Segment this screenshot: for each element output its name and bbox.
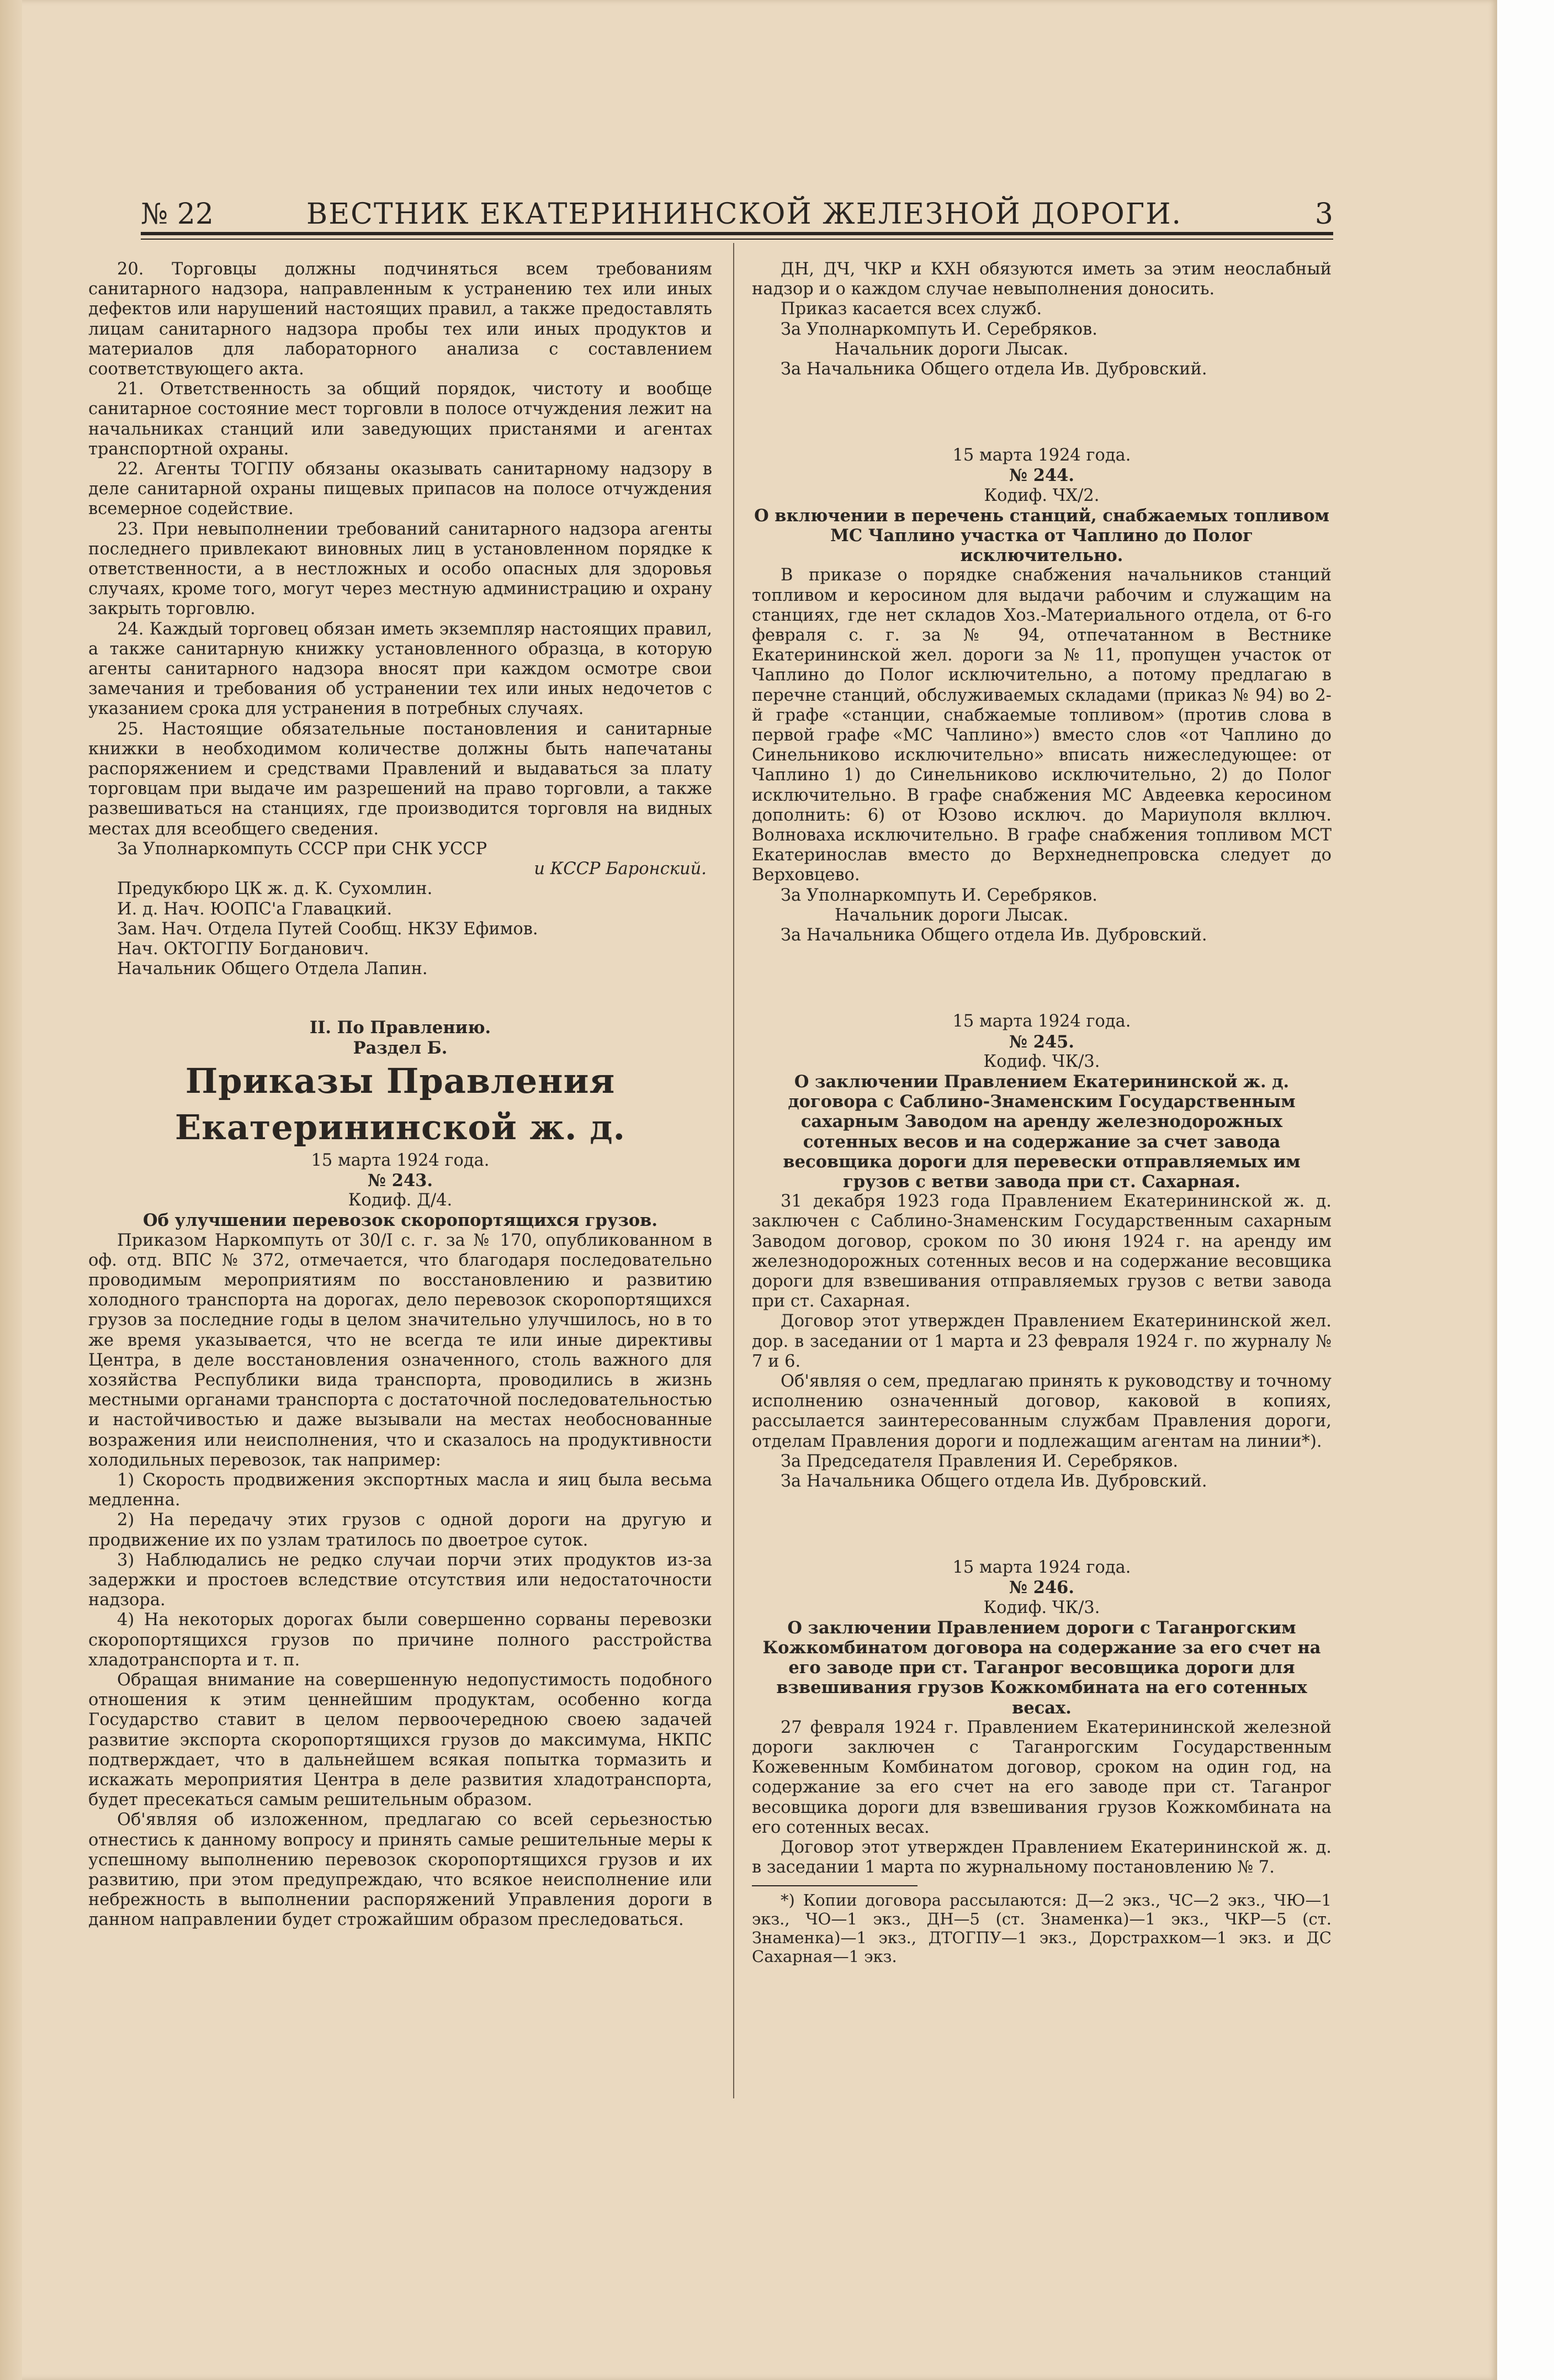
- order-date: 15 марта 1924 года.: [952, 446, 1131, 466]
- signature-line: Нач. ОКТОГПУ Богданович.: [117, 939, 369, 959]
- signature-line: За Председателя Правления И. Серебряков.: [781, 1451, 1179, 1471]
- paragraph: 23. При невыполнении требований санитарного надзора агенты последнего привлекают виновных лиц в установленном порядке к ответственности, а в нестложных и особо опасных для здоровья случаях, кроме того, могут через местную администрацию и охрану закрыть торговлю.: [88, 519, 712, 619]
- signature-line: За Уполнаркомпуть И. Серебряков.: [781, 885, 1097, 905]
- order-code: Кодиф. ЧК/3.: [983, 1598, 1100, 1617]
- order-number: № 243.: [367, 1170, 433, 1191]
- signature-line: За Уполнаркомпуть СССР при СНК УССР: [117, 839, 487, 859]
- signature-line: За Начальника Общего отдела Ив. Дубровский.: [781, 925, 1207, 945]
- order-code: Кодиф. Д/4.: [348, 1191, 453, 1210]
- footnote-rule: [752, 1885, 917, 1886]
- signature-line: и КССР Баронский.: [534, 859, 707, 879]
- paragraph: Договор этот утвержден Правлением Екатерининской ж. д. в заседании 1 марта по журнальному постановлению № 7.: [752, 1838, 1332, 1877]
- header-rule-thin: [141, 239, 1333, 240]
- newspaper-title: ВЕСТНИК ЕКАТЕРИНИНСКОЙ ЖЕЛЕЗНОЙ ДОРОГИ.: [306, 198, 1182, 231]
- spacer: [752, 945, 1332, 1012]
- order-heading: О заключении Правлением дороги с Таганрогским Кожкомбинатом договора на содержание за его счет на его заводе при ст. Таганрог весовщика дороги для взвешивания грузов Кожкомбината на его сотенных весах.: [762, 1617, 1321, 1718]
- paragraph: Приказом Наркомпуть от 30/I с. г. за № 170, опубликованном в оф. отд. ВПС № 372, отмечается, что благодаря последовательно проводимым мероприятиям по восстановлению и развитию холодного транспорта на дорогах, дело перевозок скоропортящихся грузов за последние годы в целом значительно улучшилось, но в то же время указывается, что не всегда те или иные директивы Центра, в деле восстановления означенного, столь важного для хозяйства Республики вида транспорта, проводились в жизнь местными органами транспорта с достаточной последовательностью и настойчивостью и даже вызывали на местах необоснованные возражения или неисполнения, что и сказалось на продуктивности холодильных перевозок, так например:: [88, 1230, 712, 1470]
- spacer: [88, 979, 712, 1018]
- order-date: 15 марта 1924 года.: [311, 1150, 490, 1170]
- paragraph: Об'являя о сем, предлагаю принять к руководству и точному исполнению означенный договор, каковой в копиях, рассылается заинтересованным службам Правления дороги, отделам Правления дороги и подлежащим агентам на линии*).: [752, 1371, 1332, 1451]
- paragraph: 4) На некоторых дорогах были совершенно сорваны перевозки скоропортящихся грузов по причине полного расстройства хладотранспорта и т. п.: [88, 1610, 712, 1670]
- issue-number: № 22: [141, 198, 214, 231]
- paragraph: 21. Ответственность за общий порядок, чистоту и вообще санитарное состояние мест торговли в полосе отчуждения лежит на начальниках станций или заведующих пристанями и агентах транспортной охраны.: [88, 379, 712, 459]
- paragraph: 31 декабря 1923 года Правлением Екатерининской ж. д. заключен с Саблино-Знаменским Государственным сахарным Заводом договор, сроком по 30 июня 1924 г. на аренду им железнодорожных сотенных весов и на содержание весовщика дороги для взвешивания отправляемых грузов с ветви завода при ст. Сахарная.: [752, 1192, 1332, 1311]
- signature-line: И. д. Нач. ЮОПС'а Главацкий.: [117, 899, 393, 919]
- left-column: [88, 260, 712, 1931]
- paragraph: 24. Каждый торговец обязан иметь экземпляр настоящих правил, а также санитарную книжку установленного образца, в которую агенты санитарного надзора вносят при каждом осмотре свои замечания и требования об устранении тех или иных недочетов с указанием срока для устранения в потребных случаях.: [88, 619, 712, 719]
- order-code: Кодиф. ЧХ/2.: [984, 485, 1100, 505]
- footnote: *) Копии договора рассылаются: Д—2 экз., ЧС—2 экз., ЧЮ—1 экз., ЧО—1 экз., ДН—5 (ст. Знаменка)—1 экз., ЧКР—5 (ст. Знаменка)—1 экз., ДТОГПУ—1 экз., Дорстрахком—1 экз. и ДС Сахарная—1 экз.: [752, 1891, 1332, 1966]
- paragraph: 22. Агенты ТОГПУ обязаны оказывать санитарному надзору в деле санитарной охраны пищевых припасов на полосе отчуждения всемерное содействие.: [88, 459, 712, 519]
- paragraph: Обращая внимание на совершенную недопустимость подобного отношения к этим ценнейшим продуктам, особенно когда Государство ставит в целом первоочередною своею задачей развитие экспорта скоропортящихся грузов до максимума, НКПС подтверждает, что в дальнейшем всякая попытка тормазить и искажать мероприятия Центра в деле развития хладотранспорта, будет пресекаться самым решительным образом.: [88, 1670, 712, 1810]
- paragraph: 2) На передачу этих грузов с одной дороги на другую и продвижение их по узлам тратилось по двоетрое суток.: [88, 1510, 712, 1550]
- signature-line: За Начальника Общего отдела Ив. Дубровский.: [781, 1471, 1207, 1491]
- order-date: 15 марта 1924 года.: [952, 1558, 1131, 1578]
- subsection-heading: Раздел Б.: [353, 1038, 448, 1058]
- signature-line: За Начальника Общего отдела Ив. Дубровский.: [781, 359, 1207, 379]
- signature-line: Зам. Нач. Отдела Путей Сообщ. НКЗУ Ефимов.: [117, 919, 538, 939]
- paragraph: 27 февраля 1924 г. Правлением Екатерининской железной дороги заключен с Таганрогским Государственным Кожевенным Комбинатом договор, сроком на один год, на содержание за его счет на его заводе при ст. Таганрог весовщика дороги для взвешивания грузов Кожкомбината на его сотенных весах.: [752, 1717, 1332, 1837]
- order-number: № 246.: [1009, 1578, 1075, 1598]
- paragraph: В приказе о порядке снабжения начальников станций топливом и керосином для выдачи рабочим и служащим на станциях, где нет складов Хоз.-Материального отдела, от 6-го февраля с. г. за № 94, отпечатанном в Вестнике Екатерининской жел. дороги за № 11, пропущен участок от Чаплино до Полог исключительно, а потому предлагаю в перечне станций, обслуживаемых складами (приказ № 94) во 2-й графе «станции, снабжаемые топливом» (против слова в первой графе «МС Чаплино») вместо слов «от Чаплино до Синельниково исключительно» вписать нижеследующее: от Чаплино 1) до Синельниково исключительно, 2) до Полог исключительно. В графе снабжения МС Авдеевка керосином дополнить: 6) от Юзово исключ. до Мариуполя вкллюч. Волноваха исключительно. В графе снабжения топливом МСТ Екатеринослав вместо до Верхнеднепровска следует до Верховцево.: [752, 565, 1332, 885]
- order-heading: О заключении Правлением Екатерининской ж. д. договора с Саблино-Знаменским Государственным сахарным Заводом на аренду железнодорожных сотенных весов и на содержание за счет завода весовщика дороги для перевески отправляемых им грузов с ветви завода при ст. Сахарная.: [783, 1071, 1301, 1192]
- signature-line: Начальник дороги Лысак.: [835, 905, 1069, 925]
- paragraph: 1) Скорость продвижения экспортных масла и яиц была весьма медленна.: [88, 1470, 712, 1510]
- orders-title: Приказы Правления Екатерининской ж. д.: [174, 1060, 626, 1147]
- signature-line: Предукбюро ЦК ж. д. К. Сухомлин.: [117, 879, 433, 899]
- page-number: 3: [1314, 198, 1333, 231]
- order-heading: О включении в перечень станций, снабжаемых топливом МС Чаплино участка от Чаплино до Полог исключительно.: [754, 505, 1329, 566]
- paragraph: 3) Наблюдались не редко случаи порчи этих продуктов из-за задержки и простоев вследствие отсутствия или недостаточности надзора.: [88, 1550, 712, 1610]
- header-rule-thick: [141, 232, 1333, 235]
- paragraph: ДН, ДЧ, ЧКР и КХН обязуются иметь за этим неослабный надзор и о каждом случае невыполнения доносить.: [752, 260, 1332, 299]
- order-heading: Об улучшении перевозок скоропортящихся грузов.: [143, 1210, 657, 1231]
- section-heading: II. По Правлению.: [309, 1018, 491, 1038]
- order-number: № 244.: [1009, 466, 1075, 486]
- paragraph: Договор этот утвержден Правлением Екатерининской жел. дор. в заседании от 1 марта и 23 февраля 1924 г. по журналу № 7 и 6.: [752, 1311, 1332, 1371]
- spacer: [752, 379, 1332, 446]
- column-divider: [733, 243, 734, 2098]
- signature-line: Начальник Общего Отдела Лапин.: [117, 959, 428, 979]
- signature-line: Начальник дороги Лысак.: [835, 339, 1069, 359]
- order-code: Кодиф. ЧК/3.: [983, 1051, 1100, 1071]
- paragraph: 20. Торговцы должны подчиняться всем требованиям санитарного надзора, направленным к устранению тех или иных дефектов или нарушений настоящих правил, а также предоставлять лицам санитарного надзора пробы тех или иных продуктов и материалов для лабораторного анализа с составлением соответствующего акта.: [88, 260, 712, 379]
- page-spine-edge: [0, 0, 22, 2380]
- spacer: [752, 1492, 1332, 1558]
- paragraph: Об'являя об изложенном, предлагаю со всей серьезностью отнестись к данному вопросу и принять самые решительные меры к успешному выполнению перевозок скоропортящихся грузов и их развитию, при этом предупреждаю, что всякое неисполнение или небрежность в выполнении распоряжений Управления дороги в данном направлении будет строжайшим образом преследоваться.: [88, 1810, 712, 1930]
- paragraph: Приказ касается всех служб.: [781, 299, 1042, 319]
- order-date: 15 марта 1924 года.: [952, 1012, 1131, 1032]
- signature-line: За Уполнаркомпуть И. Серебряков.: [781, 319, 1097, 339]
- right-column: [752, 260, 1332, 1966]
- paragraph: 25. Настоящие обязательные постановления и санитарные книжки в необходимом количестве должны быть напечатаны распоряжением и средствами Правлений и выдаваться за плату торговцам при выдаче им разрешений на право торговли, а также развешиваться на станциях, где производится торговля на видных местах для всеобщего сведения.: [88, 719, 712, 839]
- order-number: № 245.: [1009, 1032, 1075, 1052]
